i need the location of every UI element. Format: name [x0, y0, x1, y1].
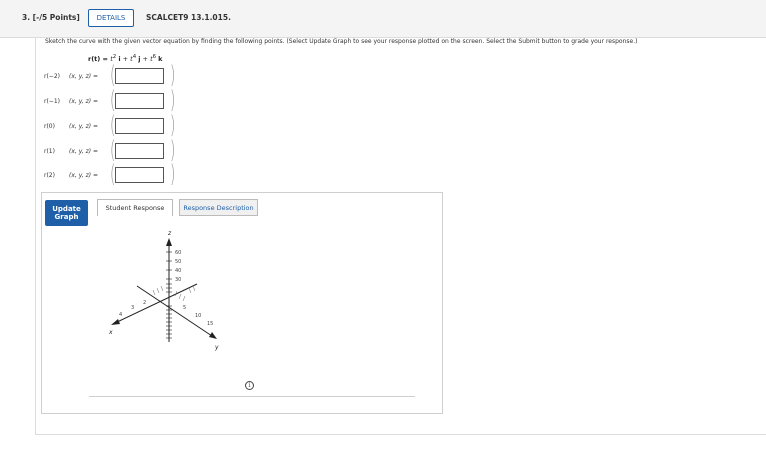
question-code: SCALCET9 13.1.015.	[146, 13, 231, 22]
x-axis-arrow	[111, 319, 120, 325]
equation-term1: t	[110, 55, 113, 64]
y-tick-label: 10	[195, 313, 202, 319]
row-label: r(−2)	[44, 73, 60, 80]
row-label: r(−1)	[44, 98, 60, 105]
row-label: r(0)	[44, 123, 55, 130]
row-coord: (x, y, z) =	[69, 172, 99, 179]
y-tick-label: 15	[207, 321, 214, 327]
y-tick-label: 5	[183, 305, 187, 311]
x-tick-label: 3	[131, 305, 135, 311]
equation-exp3: 6	[152, 54, 157, 60]
answer-input[interactable]	[115, 143, 164, 159]
equation-k: k	[158, 55, 163, 64]
x-tick-label: 4	[119, 312, 123, 318]
answer-input[interactable]	[115, 167, 164, 183]
y-axis-label: y	[215, 344, 219, 351]
question-number: 3. [-/5 Points]	[22, 13, 80, 22]
graph-divider	[89, 396, 415, 397]
row-coord: (x, y, z) =	[69, 98, 99, 105]
open-paren: (	[109, 111, 116, 139]
tab-response-description[interactable]: Response Description	[179, 199, 258, 216]
z-tick-label: 50	[175, 259, 182, 265]
3d-axes-plot[interactable]	[97, 226, 237, 356]
row-coord: (x, y, z) =	[69, 73, 99, 80]
open-paren: (	[109, 61, 116, 89]
row-label: r(1)	[44, 148, 55, 155]
row-coord: (x, y, z) =	[69, 123, 99, 130]
details-button[interactable]: DETAILS	[88, 9, 134, 27]
row-label: r(2)	[44, 172, 55, 179]
answer-input[interactable]	[115, 118, 164, 134]
tab-student-response[interactable]: Student Response	[97, 199, 173, 216]
x-tick-label: 2	[143, 300, 147, 306]
equation-j: j	[138, 55, 141, 64]
equation-exp1: 2	[112, 54, 117, 60]
x-axis-label: x	[109, 329, 113, 336]
y-axis-arrow	[209, 332, 217, 339]
z-tick-label: 40	[175, 268, 182, 274]
open-paren: (	[109, 160, 116, 188]
equation-i: i	[118, 55, 121, 64]
equation-lhs: r(t) =	[88, 55, 111, 64]
close-paren: )	[169, 111, 176, 139]
close-paren: )	[169, 86, 176, 114]
z-axis-label: z	[168, 230, 172, 237]
answer-input[interactable]	[115, 93, 164, 109]
z-tick-label: 60	[175, 250, 182, 256]
equation-exp2: 4	[132, 54, 137, 60]
z-tick-label: 30	[175, 277, 182, 283]
equation-term2: t	[130, 55, 133, 64]
update-graph-button[interactable]: Update Graph	[45, 200, 88, 226]
close-paren: )	[169, 160, 176, 188]
close-paren: )	[169, 61, 176, 89]
vector-equation: $r(t) = t^2$ $i + t^4$ $j + t^6$ k	[88, 54, 163, 64]
open-paren: (	[109, 86, 116, 114]
z-axis-arrow	[166, 238, 172, 246]
row-coord: (x, y, z) =	[69, 148, 99, 155]
open-paren: (	[109, 136, 116, 164]
close-paren: )	[169, 136, 176, 164]
info-icon[interactable]: i	[245, 381, 254, 390]
answer-input[interactable]	[115, 68, 164, 84]
equation-term3: t	[150, 55, 153, 64]
question-header	[0, 0, 766, 38]
instructions-text: Sketch the curve with the given vector equation by finding the following points. (Select Update Graph to see your response plotted on the screen. Select the Submit button to grade your response.)	[45, 38, 638, 45]
